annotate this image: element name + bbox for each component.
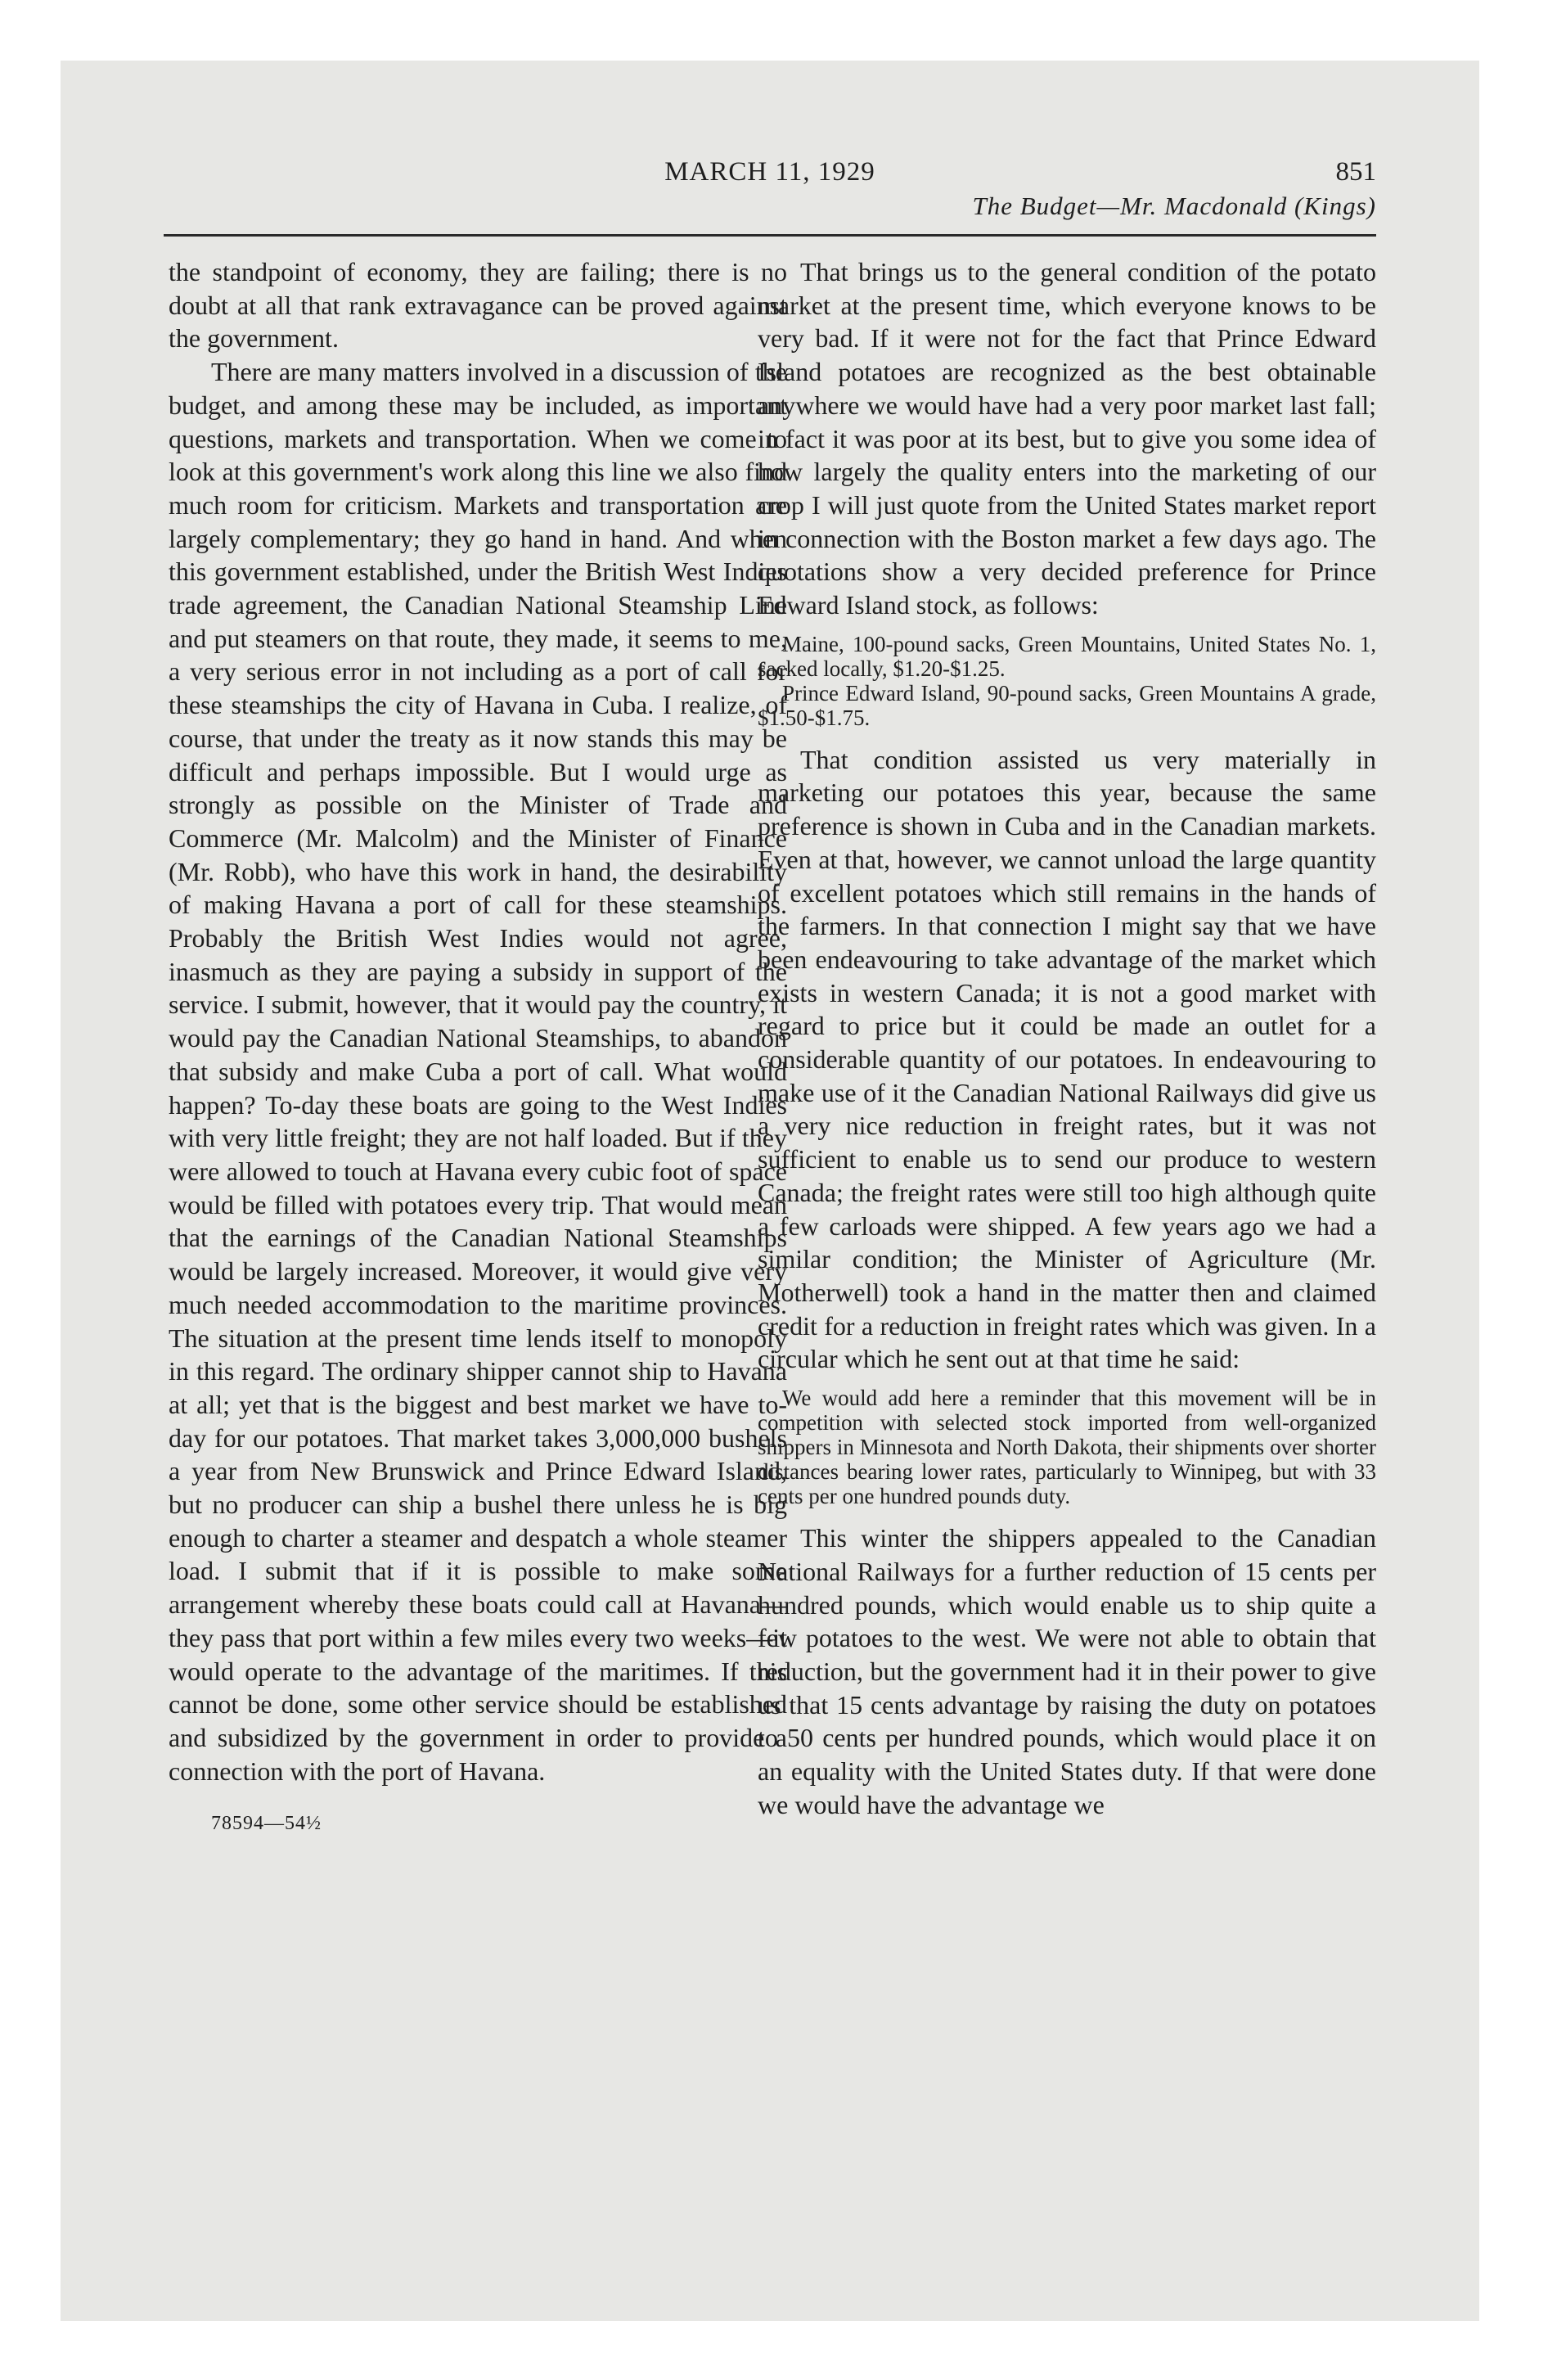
left-paragraph-2: There are many matters involved in a discussion of the budget, and among these may be included, as important questions, markets and transportation. When we come to look at this government's work along this line we also find much room for criticism. Markets and transportation are largely complementary; they go hand in hand. And when this government established, under the British West Indies trade agreement, the Canadian National Steamship Line and put steamers on that route, they made, it seems to me, a very serious error in not including as a port of call for these steamships the city of Havana in Cuba. I realize, of course, that under the treaty as it now stands this may be difficult and perhaps impossible. But I would urge as strongly as possible on the Minister of Trade and Commerce (Mr. Malcolm) and the Minister of Finance (Mr. Robb), who have this work in hand, the desirability of making Havana a port of call for these steamships. Probably the British West Indies would not agree, inasmuch as they are paying a subsidy in support of the service. I submit, however, that it would pay the country, it would pay the Canadian National Steamships, to abandon that subsidy and make Cuba a port of call. What would happen? To-day these boats are going to the West Indies with very little freight; they are not half loaded. But if they were allowed to touch at Havana every cubic foot of space would be filled with potatoes every trip. That would mean that the earnings of the Canadian National Steamships would be largely increased. Moreover, it would give very much needed accommodation to the maritime provinces. The situation at the present time lends itself to monopoly in this regard. The ordinary shipper cannot ship to Havana at all; yet that is the biggest and best market we have to-day for our potatoes. That market takes 3,000,000 bushels a year from New Brunswick and Prince Edward Island, but no producer can ship a bushel there unless he is big enough to charter a steamer and despatch a whole steamer load. I submit that if it is possible to make some arrangement whereby these boats could call at Havana—they pass that port within a few miles every two weeks—it would operate to the advantage of the maritimes. If this cannot be done, some other service should be established and subsidized by the government in order to provide a connection with the port of Havana. [169, 357, 787, 1786]
running-title: The Budget—Mr. Macdonald (Kings) [972, 192, 1376, 220]
page-number: 851 [1335, 157, 1376, 187]
quotation-maine: Maine, 100-pound sacks, Green Mountains, United States No. 1, sacked locally, $1.20-$1.25. [758, 631, 1376, 681]
header-rule [164, 234, 1376, 237]
right-paragraph-3: This winter the shippers appealed to the Canadian National Railways for a further reduction of 15 cents per hundred pounds, which would enable us to ship quite a few potatoes to the west. We were not able to obtain that reduction, but the government had it in their power to give us that 15 cents advantage by raising the duty on potatoes to 50 cents per hundred pounds, which would place it on an equality with the United States duty. If that were done we would have the advantage we [758, 1523, 1376, 1819]
print-code: 78594—54½ [211, 1813, 322, 1835]
left-paragraph-1: the standpoint of economy, they are failing; there is no doubt at all that rank extravagance can be proved against the government. [169, 257, 787, 354]
market-quotation [758, 632, 1376, 730]
right-column [758, 255, 1376, 2244]
quotation-pei: Prince Edward Island, 90-pound sacks, Green Mountains A grade, $1.50-$1.75. [758, 680, 1376, 730]
scanned-page [61, 61, 1479, 2321]
right-paragraph-2: That condition assisted us very materially in marketing our potatoes this year, because the same preference is shown in Cuba and in the Canadian markets. Even at that, however, we cannot unload the large quantity of excellent potatoes which still remains in the hands of the farmers. In that connection I might say that we have been endeavouring to take advantage of the market which exists in western Canada; it is not a good market with regard to price but it could be made an outlet for a considerable quantity of our potatoes. In endeavouring to make use of it the Canadian National Railways did give us a very nice reduction in freight rates, but it was not sufficient to enable us to send our produce to western Canada; the freight rates were still too high although quite a few carloads were shipped. A few years ago we had a similar condition; the Minister of Agriculture (Mr. Motherwell) took a hand in the matter then and claimed credit for a reduction in freight rates which was given. In a circular which he sent out at that time he said: [758, 744, 1376, 1374]
left-column [169, 255, 787, 2244]
right-paragraph-1: That brings us to the general condition of the potato market at the present time, which everyone knows to be very bad. If it were not for the fact that Prince Edward Island potatoes are recognized as the best obtainable anywhere we would have had a very poor market last fall; in fact it was poor at its best, but to give you some idea of how largely the quality enters into the marketing of our crop I will just quote from the United States market report in connection with the Boston market a few days ago. The quotations show a very decided preference for Prince Edward Island stock, as follows: [758, 257, 1376, 620]
header-date: MARCH 11, 1929 [664, 157, 875, 187]
circular-quotation [758, 1386, 1376, 1508]
circular-text: We would add here a reminder that this movement will be in competition with selected stock imported from well-organized shippers in Minnesota and North Dakota, their shipments over shorter distances bearing lower rates, particularly to Winnipeg, but with 33 cents per one hundred pounds duty. [758, 1386, 1376, 1509]
